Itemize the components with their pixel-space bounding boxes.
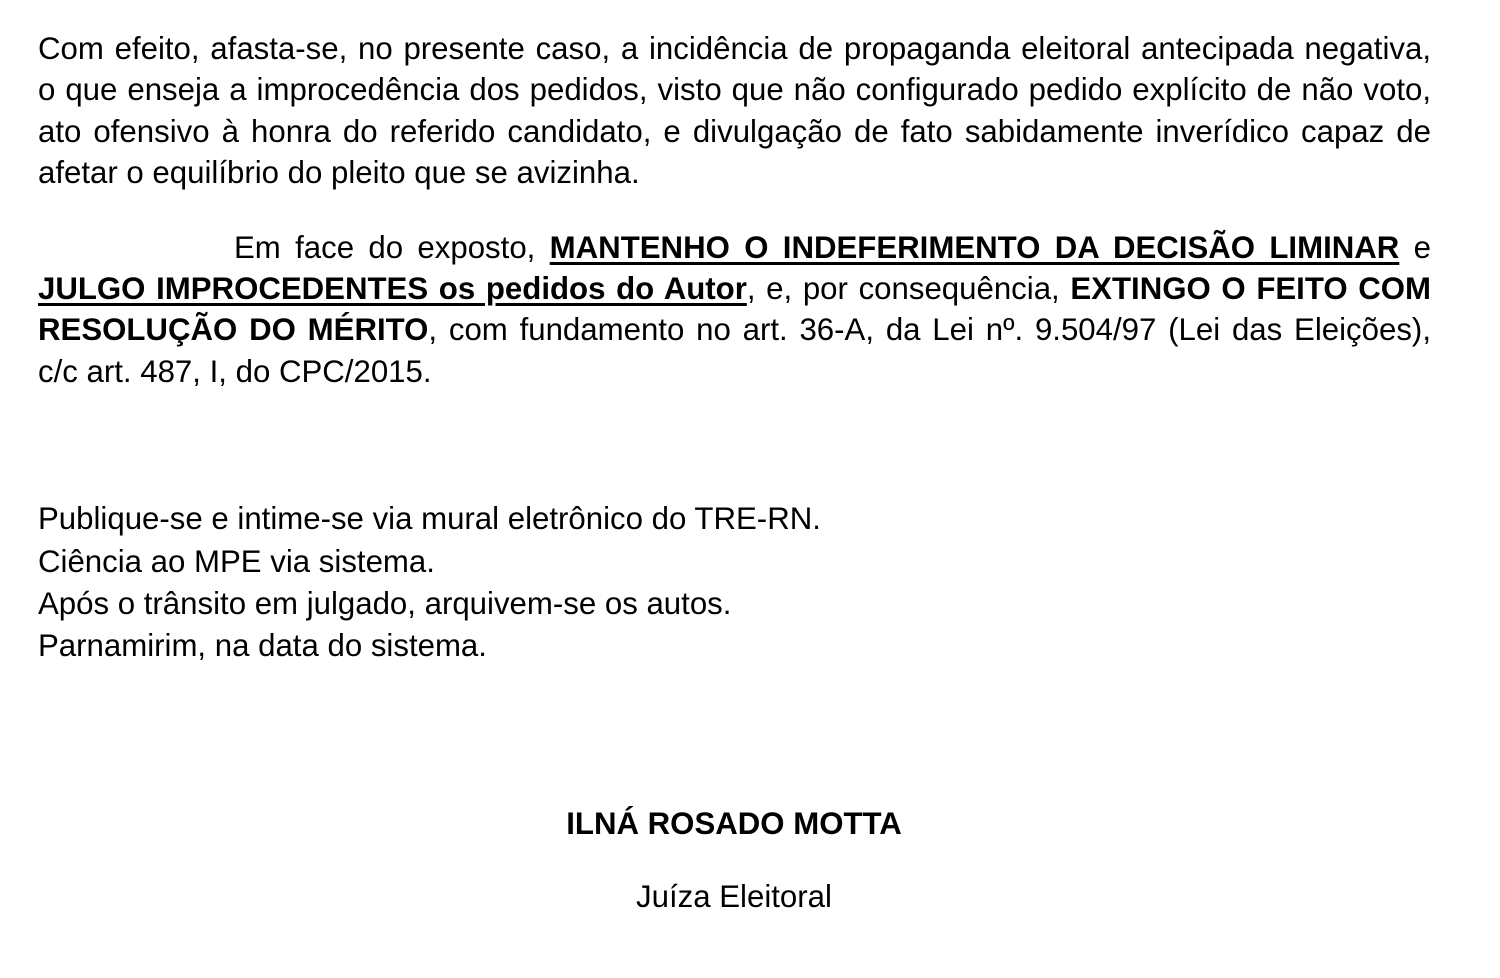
decision-middle: , e, por consequência, [746, 271, 1071, 307]
decision-intro: Em face do exposto, [234, 229, 550, 265]
closing-mpe-line: Ciência ao MPE via sistema. [38, 543, 435, 579]
decision-legal-basis: , com fundamento no art. 36-A, da Lei nº. 9.504/97 (Lei das Eleições), c/c art. 487, I, do CPC/2015. [38, 312, 1431, 389]
decision-injunction-denied: MANTENHO O INDEFERIMENTO DA DECISÃO LIMINAR [549, 229, 1400, 265]
decision-connector: e [1399, 229, 1431, 265]
closing-instructions [38, 498, 1431, 667]
signature-role: Juíza Eleitoral [636, 879, 832, 914]
closing-publish-line: Publique-se e intime-se via mural eletrônico do TRE-RN. [38, 501, 821, 537]
signature-name: ILNÁ ROSADO MOTTA [566, 806, 902, 841]
document-page [38, 28, 1431, 667]
closing-place-date-line: Parnamirim, na data do sistema. [38, 628, 487, 664]
paragraph-decision [38, 227, 1431, 393]
decision-case-extinguished: EXTINGO O FEITO COM RESOLUÇÃO DO MÉRITO [38, 271, 1431, 348]
closing-archive-line: Após o trânsito em julgado, arquivem-se os autos. [38, 585, 732, 621]
decision-claims-dismissed: JULGO IMPROCEDENTES os pedidos do Autor [38, 271, 747, 307]
paragraph-reasoning: Com efeito, afasta-se, no presente caso, a incidência de propaganda eleitoral antecipada negativa, o que enseja a improcedência dos pedidos, visto que não configurado pedido explícito de não voto, ato ofensivo à honra do referido candidato, e divulgação de fato sabidamente inverídico capaz de afetar o equilíbrio do pleito que se avizinha. [38, 31, 1431, 191]
